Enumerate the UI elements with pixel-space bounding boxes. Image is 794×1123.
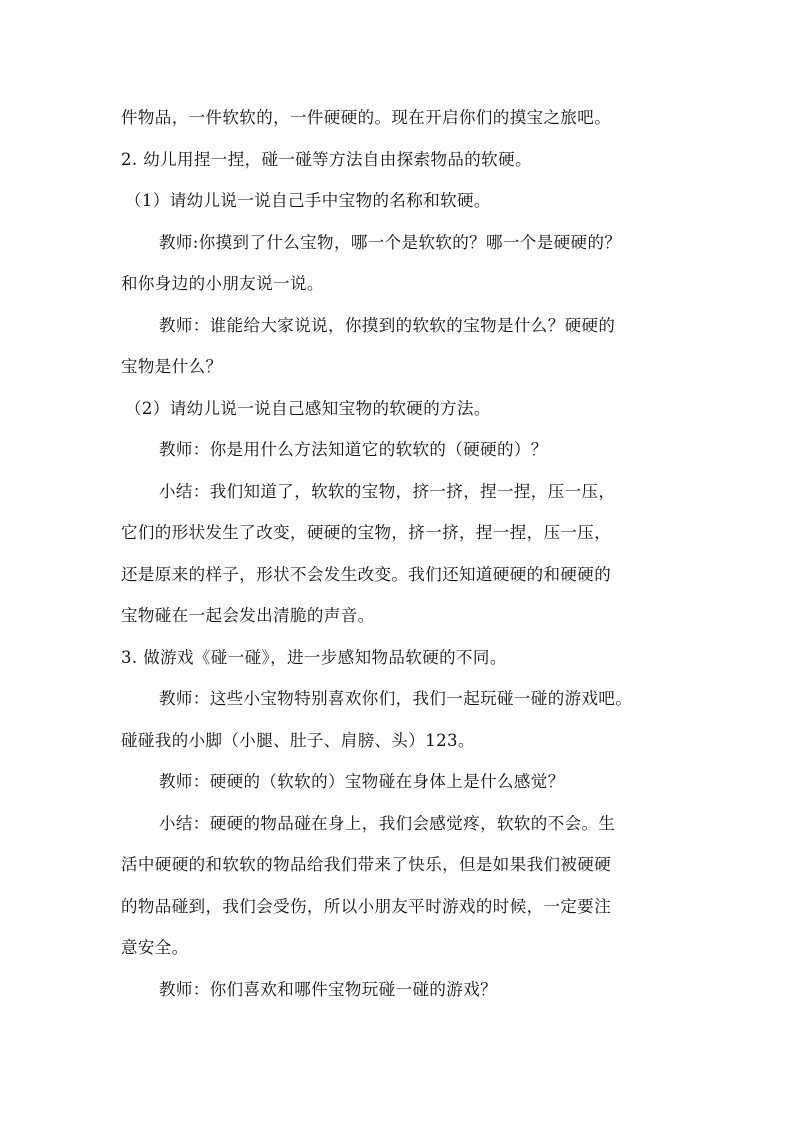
text-line: 教师：你们喜欢和哪件宝物玩碰一碰的游戏？	[159, 979, 497, 999]
text-line: 教师：硬硬的（软软的）宝物碰在身体上是什么感觉？	[159, 772, 565, 791]
text-line: 意安全。	[121, 938, 189, 957]
text-line: 教师：谁能给大家说说，你摸到的软软的宝物是什么？硬硬的	[159, 315, 616, 335]
text-line: 小结：硬硬的物品碰在身上，我们会感觉疼，软软的不会。生	[159, 813, 616, 833]
text-line: 还是原来的样子，形状不会发生改变。我们还知道硬硬的和硬硬的	[121, 564, 612, 584]
text-line: 活中硬硬的和软软的物品给我们带来了快乐，但是如果我们被硬硬	[121, 855, 612, 874]
text-line: 碰碰我的小脚（小腿、肚子、肩膀、头）123。	[121, 730, 475, 750]
text-line: 2. 幼儿用捏一捏，碰一碰等方法自由探索物品的软硬。	[121, 149, 532, 169]
text-line: 宝物碰在一起会发出清脆的声音。	[121, 606, 375, 625]
text-line: 教师:你摸到了什么宝物，哪一个是软软的？哪一个是硬硬的？	[159, 232, 622, 252]
text-line: （2）请幼儿说一说自己感知宝物的软硬的方法。	[125, 398, 491, 418]
text-line: 的物品碰到，我们会受伤，所以小朋友平时游戏的时候，一定要注	[121, 896, 612, 916]
text-line: 件物品，一件软软的，一件硬硬的。现在开启你们的摸宝之旅吧。	[121, 108, 612, 127]
text-line: 3. 做游戏《碰一碰》，进一步感知物品软硬的不同。	[121, 647, 507, 667]
text-line: 它们的形状发生了改变，硬硬的宝物，挤一挤，捏一捏，压一压，	[121, 523, 612, 542]
text-line: 小结：我们知道了，软软的宝物，挤一挤，捏一捏，压一压，	[159, 481, 616, 501]
text-line: 教师：你是用什么方法知道它的软软的（硬硬的）？	[159, 440, 548, 459]
text-line: 和你身边的小朋友说一说。	[121, 274, 324, 293]
text-line: 宝物是什么？	[121, 357, 223, 376]
text-line: （1）请幼儿说一说自己手中宝物的名称和软硬。	[125, 191, 491, 210]
document-body	[121, 103, 681, 1016]
text-line: 教师：这些小宝物特别喜欢你们，我们一起玩碰一碰的游戏吧。	[159, 689, 633, 708]
